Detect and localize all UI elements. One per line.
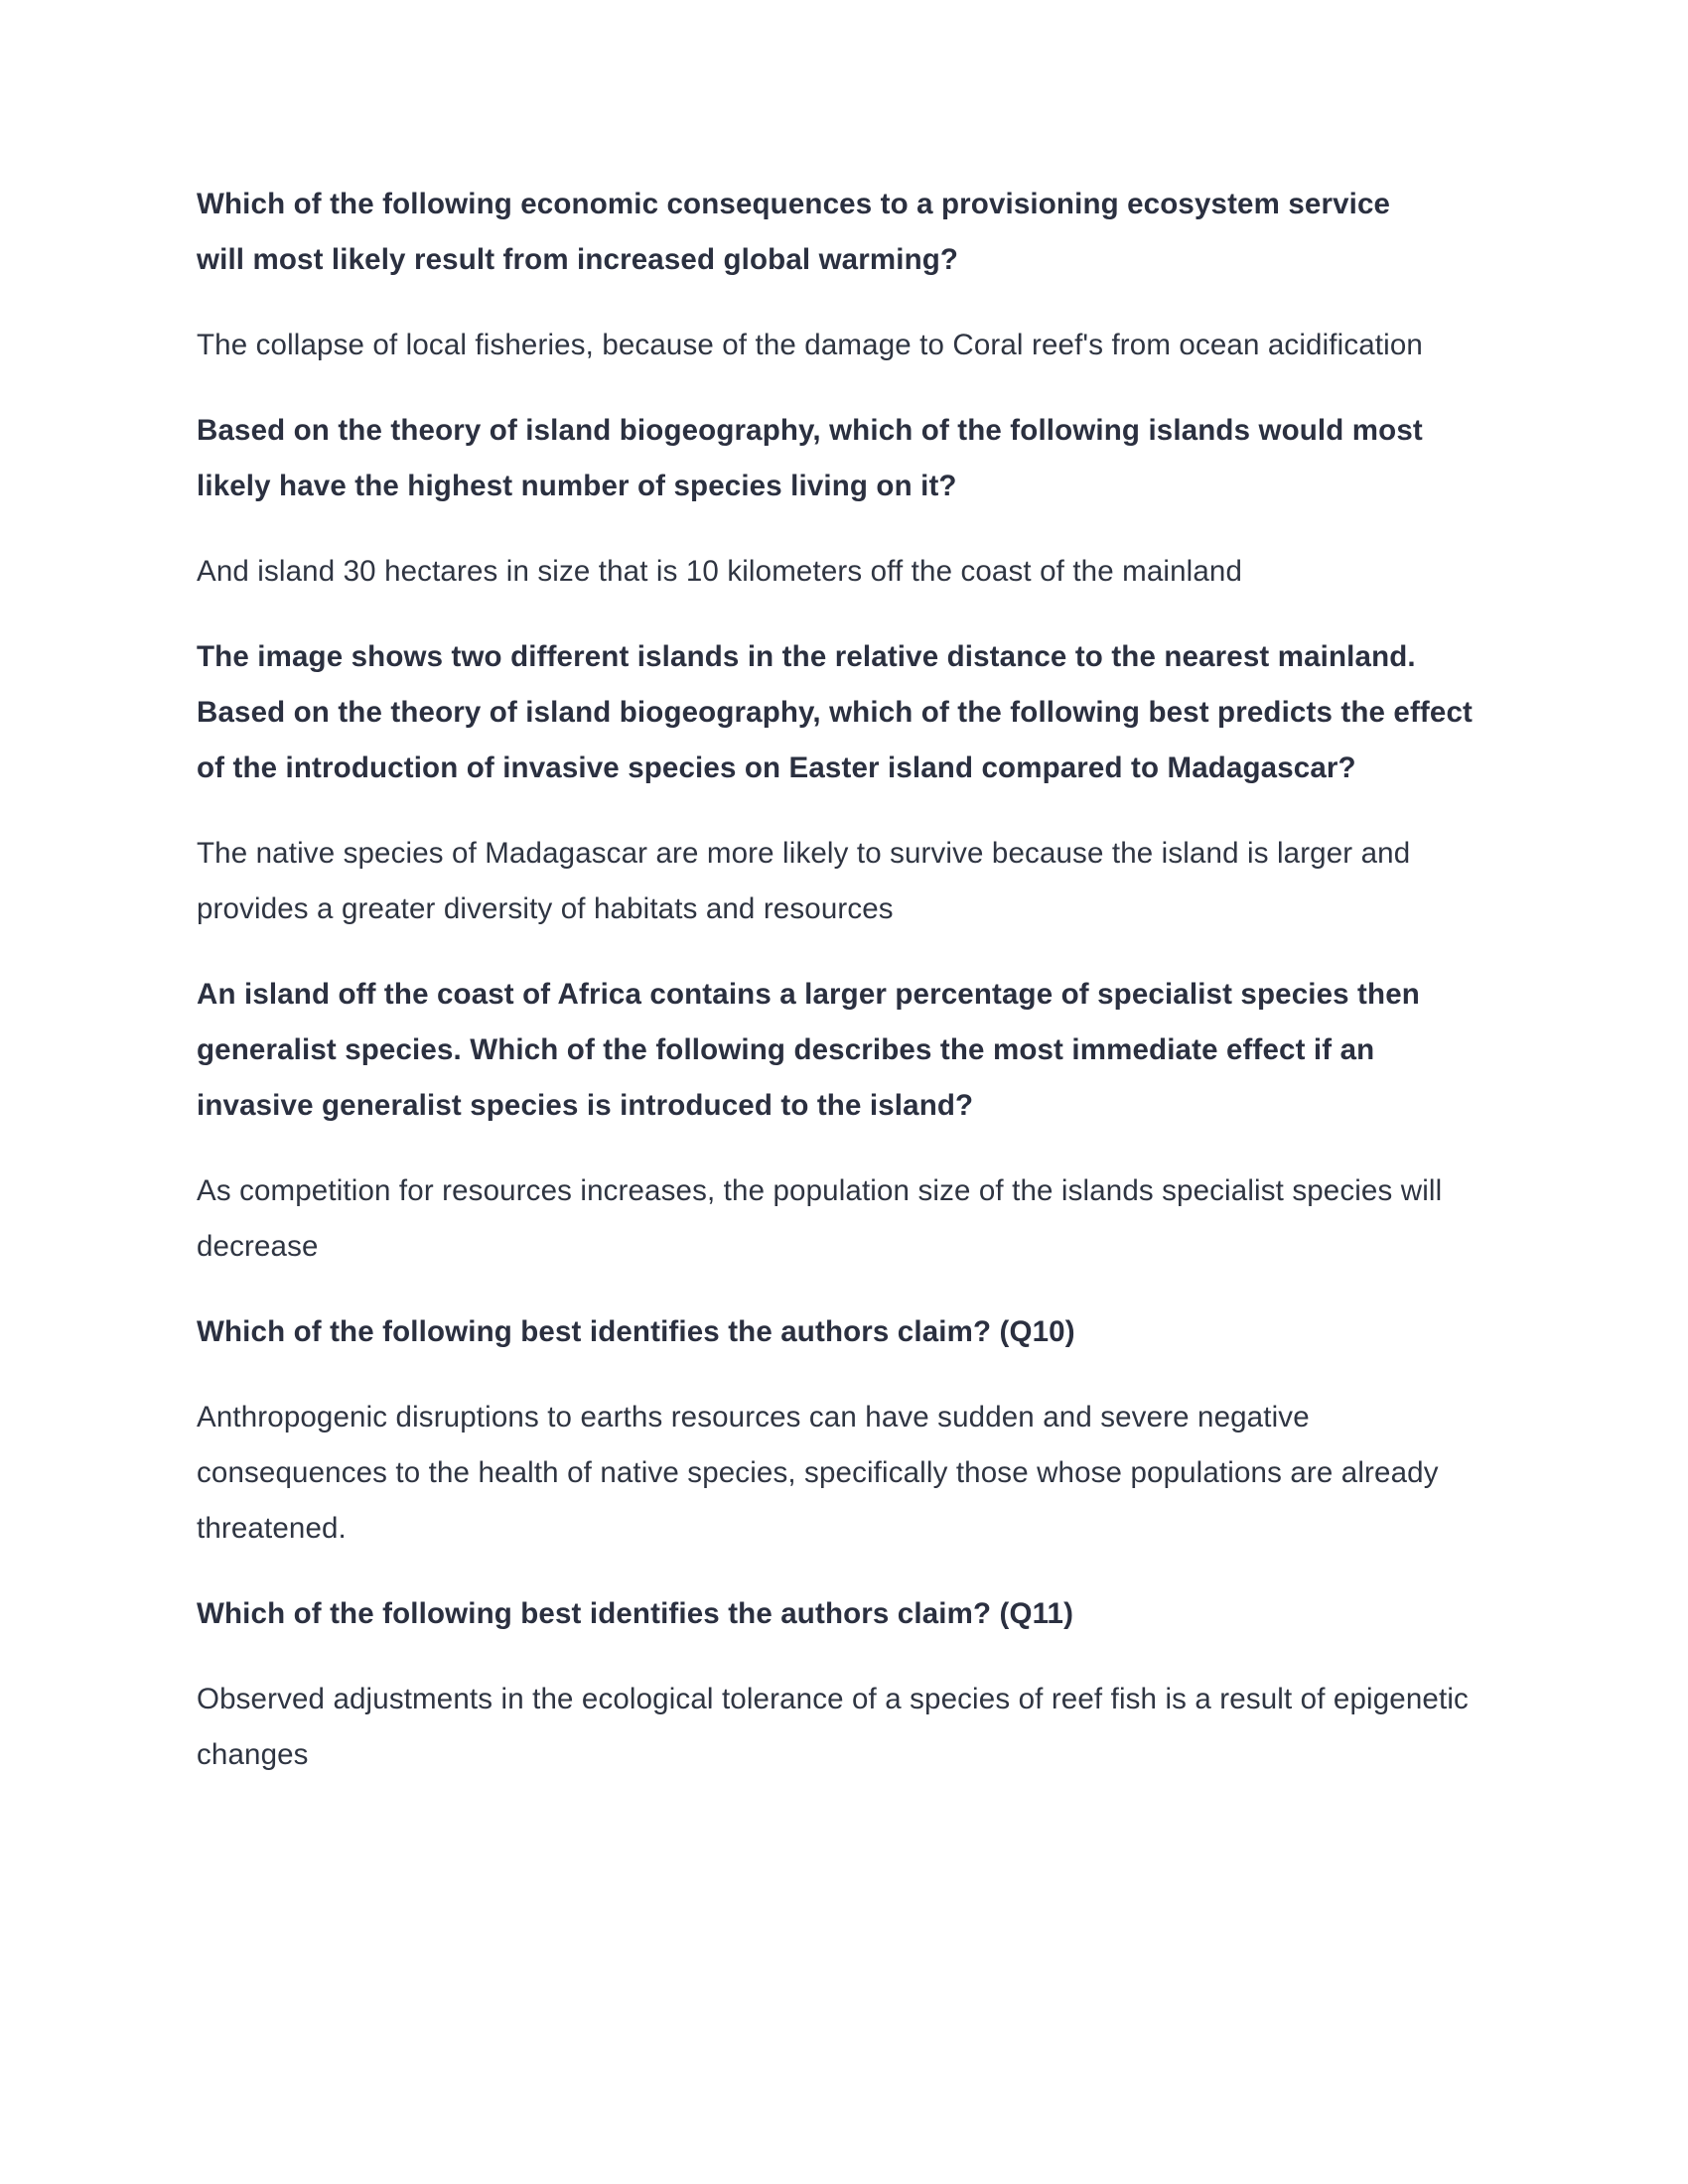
answer-text-5: Anthropogenic disruptions to earths resources can have sudden and severe negative consequences to the health of native species, specifically those whose populations are already threatened. [197, 1401, 1439, 1545]
answer-text-3: The native species of Madagascar are more likely to survive because the island is larger and provides a greater diversity of habitats and resources [197, 837, 1411, 925]
question-heading-4: An island off the coast of Africa contains a larger percentage of specialist species then generalist species. Which of the following describes the most immediate effect if an invasive generalist species is introduced to the island? [197, 978, 1420, 1122]
answer-text-1: The collapse of local fisheries, because of the damage to Coral reef's from ocean acidification [197, 329, 1423, 361]
question-heading-2: Based on the theory of island biogeography, which of the following islands would most likely have the highest number of species living on it? [197, 414, 1423, 502]
answer-text-2: And island 30 hectares in size that is 10 kilometers off the coast of the mainland [197, 555, 1243, 588]
answer-text-6: Observed adjustments in the ecological tolerance of a species of reef fish is a result of epigenetic changes [197, 1683, 1469, 1771]
question-heading-6: Which of the following best identifies the authors claim? (Q11) [197, 1597, 1074, 1630]
question-heading-5: Which of the following best identifies the authors claim? (Q10) [197, 1315, 1075, 1348]
document-body [197, 177, 1489, 1783]
question-heading-3: The image shows two different islands in the relative distance to the nearest mainland. Based on the theory of island biogeography, which of the following best predicts the effect of the introduction of invasive species on Easter island compared to Madagascar? [197, 640, 1473, 784]
answer-text-4: As competition for resources increases, the population size of the islands specialist species will decrease [197, 1174, 1443, 1263]
question-heading-1: Which of the following economic consequences to a provisioning ecosystem service will most likely result from increased global warming? [197, 188, 1391, 276]
